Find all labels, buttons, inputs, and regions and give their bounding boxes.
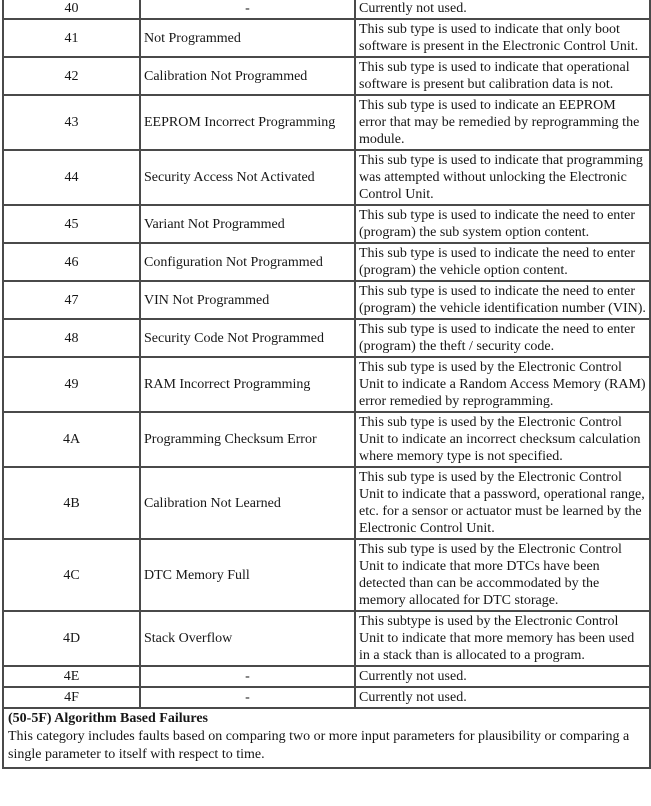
description-cell: This sub type is used to indicate the need to enter (program) the vehicle option content. — [355, 243, 650, 281]
description-cell: This sub type is used by the Electronic Control Unit to indicate an incorrect checksum calculation where memory type is not specified. — [355, 412, 650, 467]
description-cell: This sub type is used to indicate the need to enter (program) the theft / security code. — [355, 319, 650, 357]
table-row — [3, 281, 650, 319]
name-cell: - — [140, 687, 355, 708]
code-cell: 4A — [3, 412, 140, 467]
table-row — [3, 57, 650, 95]
description-cell: This sub type is used by the Electronic Control Unit to indicate that a password, operational range, etc. for a sensor or actuator must be learned by the Electronic Control Unit. — [355, 467, 650, 539]
dtc-subtype-table-container — [2, 0, 649, 769]
table-row — [3, 95, 650, 150]
description-cell: Currently not used. — [355, 687, 650, 708]
table-row — [3, 412, 650, 467]
table-row — [3, 357, 650, 412]
description-cell: Currently not used. — [355, 666, 650, 687]
table-row — [3, 467, 650, 539]
code-cell: 40 — [3, 0, 140, 19]
description-cell: This sub type is used to indicate the need to enter (program) the sub system option content. — [355, 205, 650, 243]
code-cell: 44 — [3, 150, 140, 205]
description-cell: This sub type is used to indicate that operational software is present but calibration data is not. — [355, 57, 650, 95]
table-row — [3, 0, 650, 19]
table-row — [3, 150, 650, 205]
table-row — [3, 243, 650, 281]
description-cell: This sub type is used by the Electronic Control Unit to indicate that more DTCs have been detected than can be accommodated by the memory allocated for DTC storage. — [355, 539, 650, 611]
name-cell: EEPROM Incorrect Programming — [140, 95, 355, 150]
description-cell: Currently not used. — [355, 0, 650, 19]
description-cell: This sub type is used by the Electronic Control Unit to indicate a Random Access Memory (RAM) error remedied by reprogramming. — [355, 357, 650, 412]
description-cell: This sub type is used to indicate that only boot software is present in the Electronic Control Unit. — [355, 19, 650, 57]
category-description: This category includes faults based on comparing two or more input parameters for plausibility or comparing a single parameter to itself with respect to time. — [8, 729, 630, 762]
code-cell: 4C — [3, 539, 140, 611]
code-cell: 47 — [3, 281, 140, 319]
table-row — [3, 539, 650, 611]
code-cell: 42 — [3, 57, 140, 95]
code-cell: 4E — [3, 666, 140, 687]
category-cell — [3, 708, 650, 768]
name-cell: Security Access Not Activated — [140, 150, 355, 205]
code-cell: 4D — [3, 611, 140, 666]
name-cell: Stack Overflow — [140, 611, 355, 666]
table-row — [3, 319, 650, 357]
description-cell: This subtype is used by the Electronic Control Unit to indicate that more memory has been used in a stack than is allocated to a program. — [355, 611, 650, 666]
name-cell: - — [140, 666, 355, 687]
name-cell: Programming Checksum Error — [140, 412, 355, 467]
category-heading: (50-5F) Algorithm Based Failures — [8, 711, 209, 726]
table-body — [3, 0, 650, 708]
table-footer — [3, 708, 650, 768]
code-cell: 41 — [3, 19, 140, 57]
name-cell: Configuration Not Programmed — [140, 243, 355, 281]
name-cell: Security Code Not Programmed — [140, 319, 355, 357]
code-cell: 43 — [3, 95, 140, 150]
table-row — [3, 205, 650, 243]
code-cell: 49 — [3, 357, 140, 412]
code-cell: 45 — [3, 205, 140, 243]
table-row — [3, 666, 650, 687]
category-row — [3, 708, 650, 768]
code-cell: 48 — [3, 319, 140, 357]
code-cell: 4F — [3, 687, 140, 708]
description-cell: This sub type is used to indicate the need to enter (program) the vehicle identification number (VIN). — [355, 281, 650, 319]
name-cell: DTC Memory Full — [140, 539, 355, 611]
name-cell: Not Programmed — [140, 19, 355, 57]
name-cell: Calibration Not Learned — [140, 467, 355, 539]
name-cell: - — [140, 0, 355, 19]
description-cell: This sub type is used to indicate that programming was attempted without unlocking the Electronic Control Unit. — [355, 150, 650, 205]
table-row — [3, 19, 650, 57]
name-cell: RAM Incorrect Programming — [140, 357, 355, 412]
description-cell: This sub type is used to indicate an EEPROM error that may be remedied by reprogramming the module. — [355, 95, 650, 150]
name-cell: VIN Not Programmed — [140, 281, 355, 319]
dtc-subtype-table — [2, 0, 651, 769]
code-cell: 4B — [3, 467, 140, 539]
name-cell: Variant Not Programmed — [140, 205, 355, 243]
code-cell: 46 — [3, 243, 140, 281]
table-row — [3, 611, 650, 666]
table-row — [3, 687, 650, 708]
name-cell: Calibration Not Programmed — [140, 57, 355, 95]
